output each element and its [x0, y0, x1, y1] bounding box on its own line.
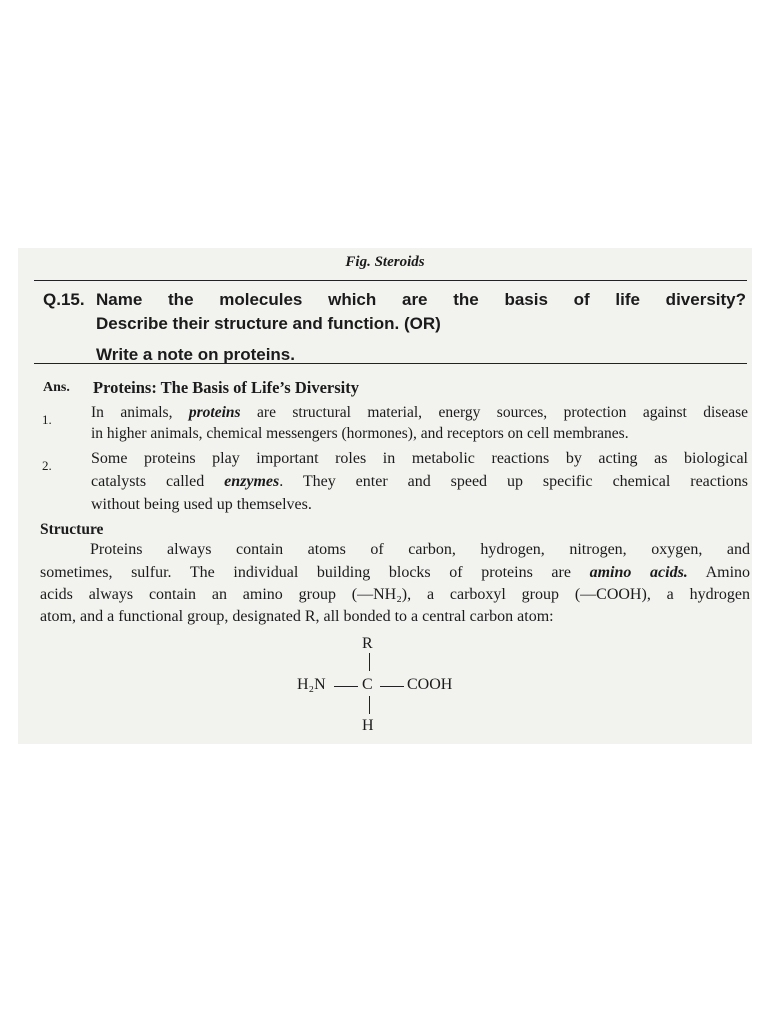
formula-amino-group: H₂N	[297, 676, 326, 693]
divider-bottom	[34, 363, 747, 364]
point-2-line-3: without being used up themselves.	[91, 496, 312, 513]
point-1-line-2: in higher animals, chemical messengers (hormones), and receptors on cell membranes.	[91, 425, 629, 442]
formula-central-carbon: C	[362, 676, 373, 693]
question-number: Q.15.	[43, 290, 85, 309]
bond-c-h	[369, 696, 370, 714]
structure-line-4: atom, and a functional group, designated R, all bonded to a central carbon atom:	[40, 608, 554, 625]
structure-line-1: Proteins always contain atoms of carbon, hydrogen, nitrogen, oxygen, and	[90, 541, 750, 558]
figure-caption: Fig. Steroids	[345, 254, 425, 270]
structure-line-3: acids always contain an amino group (—NH₂), a carboxyl group (—COOH), a hydrogen	[40, 586, 750, 603]
section-heading-structure: Structure	[40, 521, 104, 538]
answer-title: Proteins: The Basis of Life’s Diversity	[93, 378, 359, 397]
bond-c-r	[369, 653, 370, 671]
point-number-1: 1.	[42, 412, 52, 427]
question-line-1: Name the molecules which are the basis of life diversity?	[96, 290, 746, 309]
point-number-2: 2.	[42, 458, 52, 473]
textbook-page	[18, 248, 752, 744]
term-enzymes: enzymes	[224, 473, 280, 490]
bond-c-cooh	[380, 686, 404, 687]
point-2-line-2: catalysts called enzymes. They enter and speed up specific chemical reactions	[91, 473, 748, 490]
formula-hydrogen: H	[362, 717, 374, 734]
answer-label: Ans.	[43, 380, 70, 395]
bond-n-c	[334, 686, 358, 687]
formula-r-group: R	[362, 635, 373, 652]
term-proteins: proteins	[188, 404, 241, 421]
divider-top	[34, 280, 747, 281]
formula-carboxyl-group: COOH	[407, 676, 453, 693]
question-line-2: Describe their structure and function. (OR)	[96, 314, 441, 333]
point-2-line-1: Some proteins play important roles in metabolic reactions by acting as biological	[91, 450, 748, 467]
term-amino-acids: amino acids.	[589, 564, 688, 581]
point-1-line-1: In animals, proteins are structural material, energy sources, protection against disease	[91, 404, 748, 421]
question-line-3: Write a note on proteins.	[96, 345, 295, 364]
structure-line-2: sometimes, sulfur. The individual building blocks of proteins are amino acids. Amino	[40, 564, 751, 581]
